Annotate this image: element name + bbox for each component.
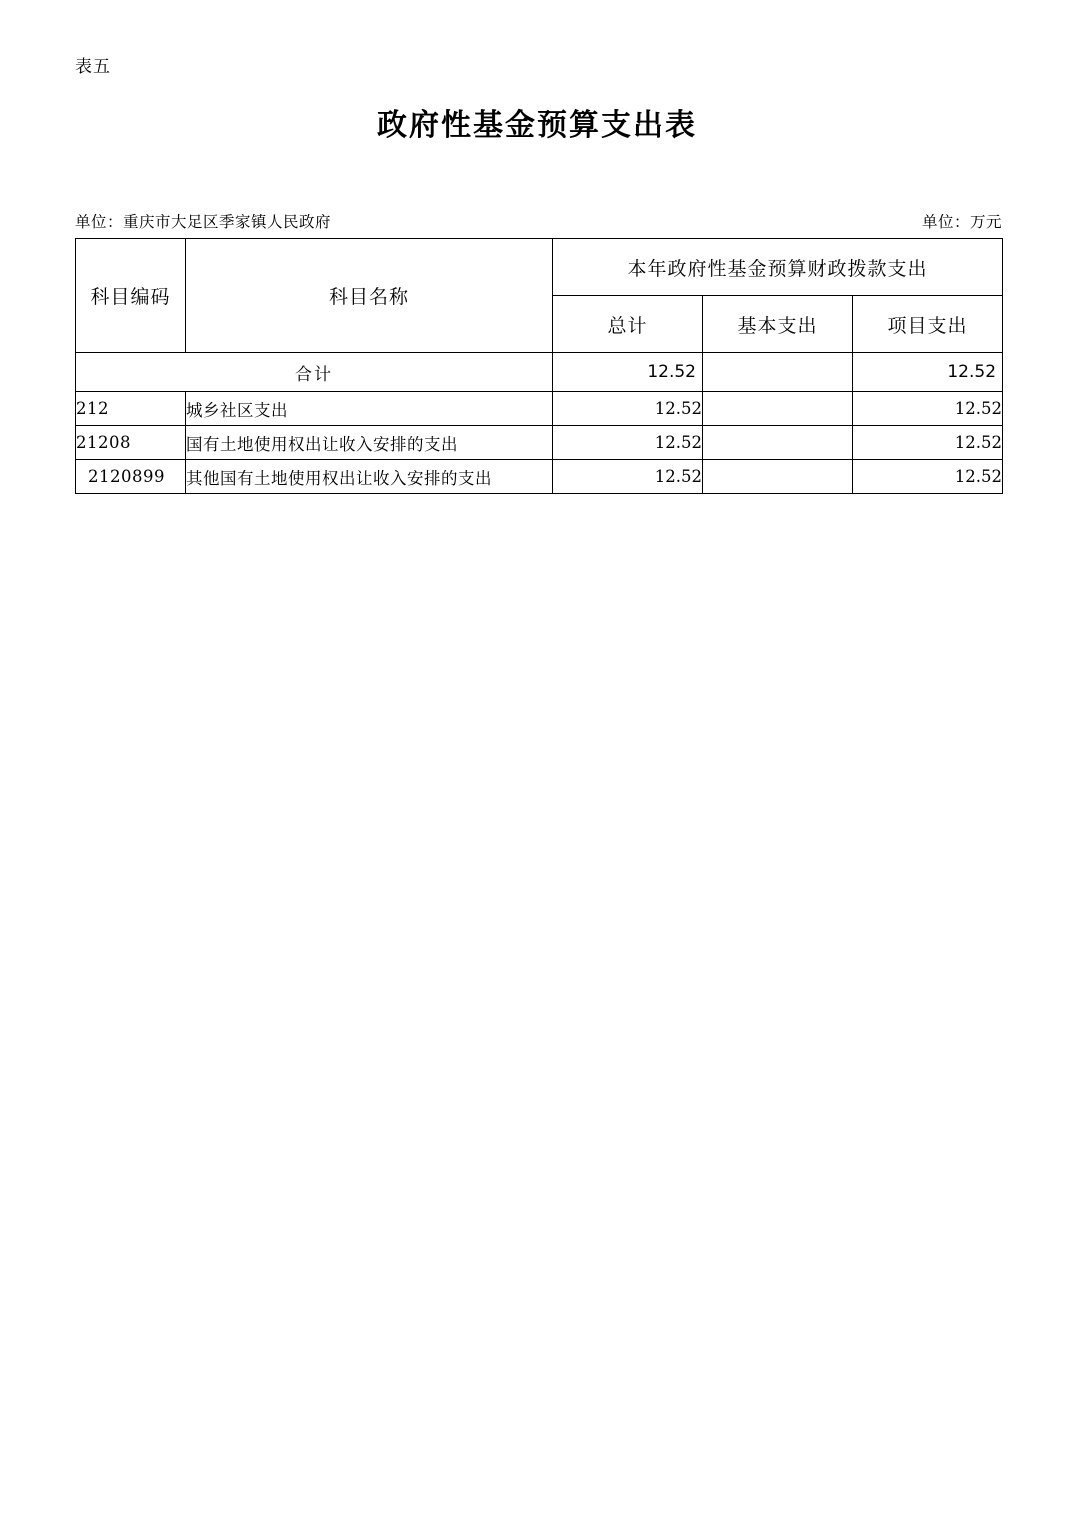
row-total: 12.52 — [553, 392, 703, 426]
table-header — [76, 239, 1003, 353]
col-header-code: 科目编码 — [76, 239, 186, 353]
col-header-project: 项目支出 — [853, 296, 1003, 353]
row-basic — [703, 426, 853, 460]
row-code: 21208 — [76, 426, 186, 460]
col-header-group: 本年政府性基金预算财政拨款支出 — [553, 239, 1003, 296]
row-basic — [703, 392, 853, 426]
total-row-label: 合计 — [76, 353, 553, 392]
row-total: 12.52 — [553, 426, 703, 460]
table-body — [76, 353, 1003, 494]
total-row-project: 12.52 — [853, 353, 1003, 392]
row-project: 12.52 — [853, 392, 1003, 426]
amount-unit-label: 单位：万元 — [921, 213, 1002, 231]
col-header-basic: 基本支出 — [703, 296, 853, 353]
row-name: 其他国有土地使用权出让收入安排的支出 — [186, 460, 553, 494]
total-row-total: 12.52 — [553, 353, 703, 392]
col-header-total: 总计 — [553, 296, 703, 353]
budget-table — [75, 238, 1003, 494]
unit-label: 单位：重庆市大足区季家镇人民政府 — [75, 213, 332, 231]
row-basic — [703, 460, 853, 494]
row-code: 212 — [76, 392, 186, 426]
row-name: 国有土地使用权出让收入安排的支出 — [186, 426, 553, 460]
meta-row — [75, 210, 1002, 232]
row-total: 12.52 — [553, 460, 703, 494]
total-row-basic — [703, 353, 853, 392]
row-code: 2120899 — [76, 460, 186, 494]
row-project: 12.52 — [853, 426, 1003, 460]
table-row — [76, 460, 1003, 494]
row-name: 城乡社区支出 — [186, 392, 553, 426]
table-row-total — [76, 353, 1003, 392]
col-header-name: 科目名称 — [186, 239, 553, 353]
row-project: 12.52 — [853, 460, 1003, 494]
sheet-tag: 表五 — [75, 57, 111, 77]
table-row — [76, 426, 1003, 460]
page-title: 政府性基金预算支出表 — [377, 108, 697, 143]
table-row — [76, 392, 1003, 426]
